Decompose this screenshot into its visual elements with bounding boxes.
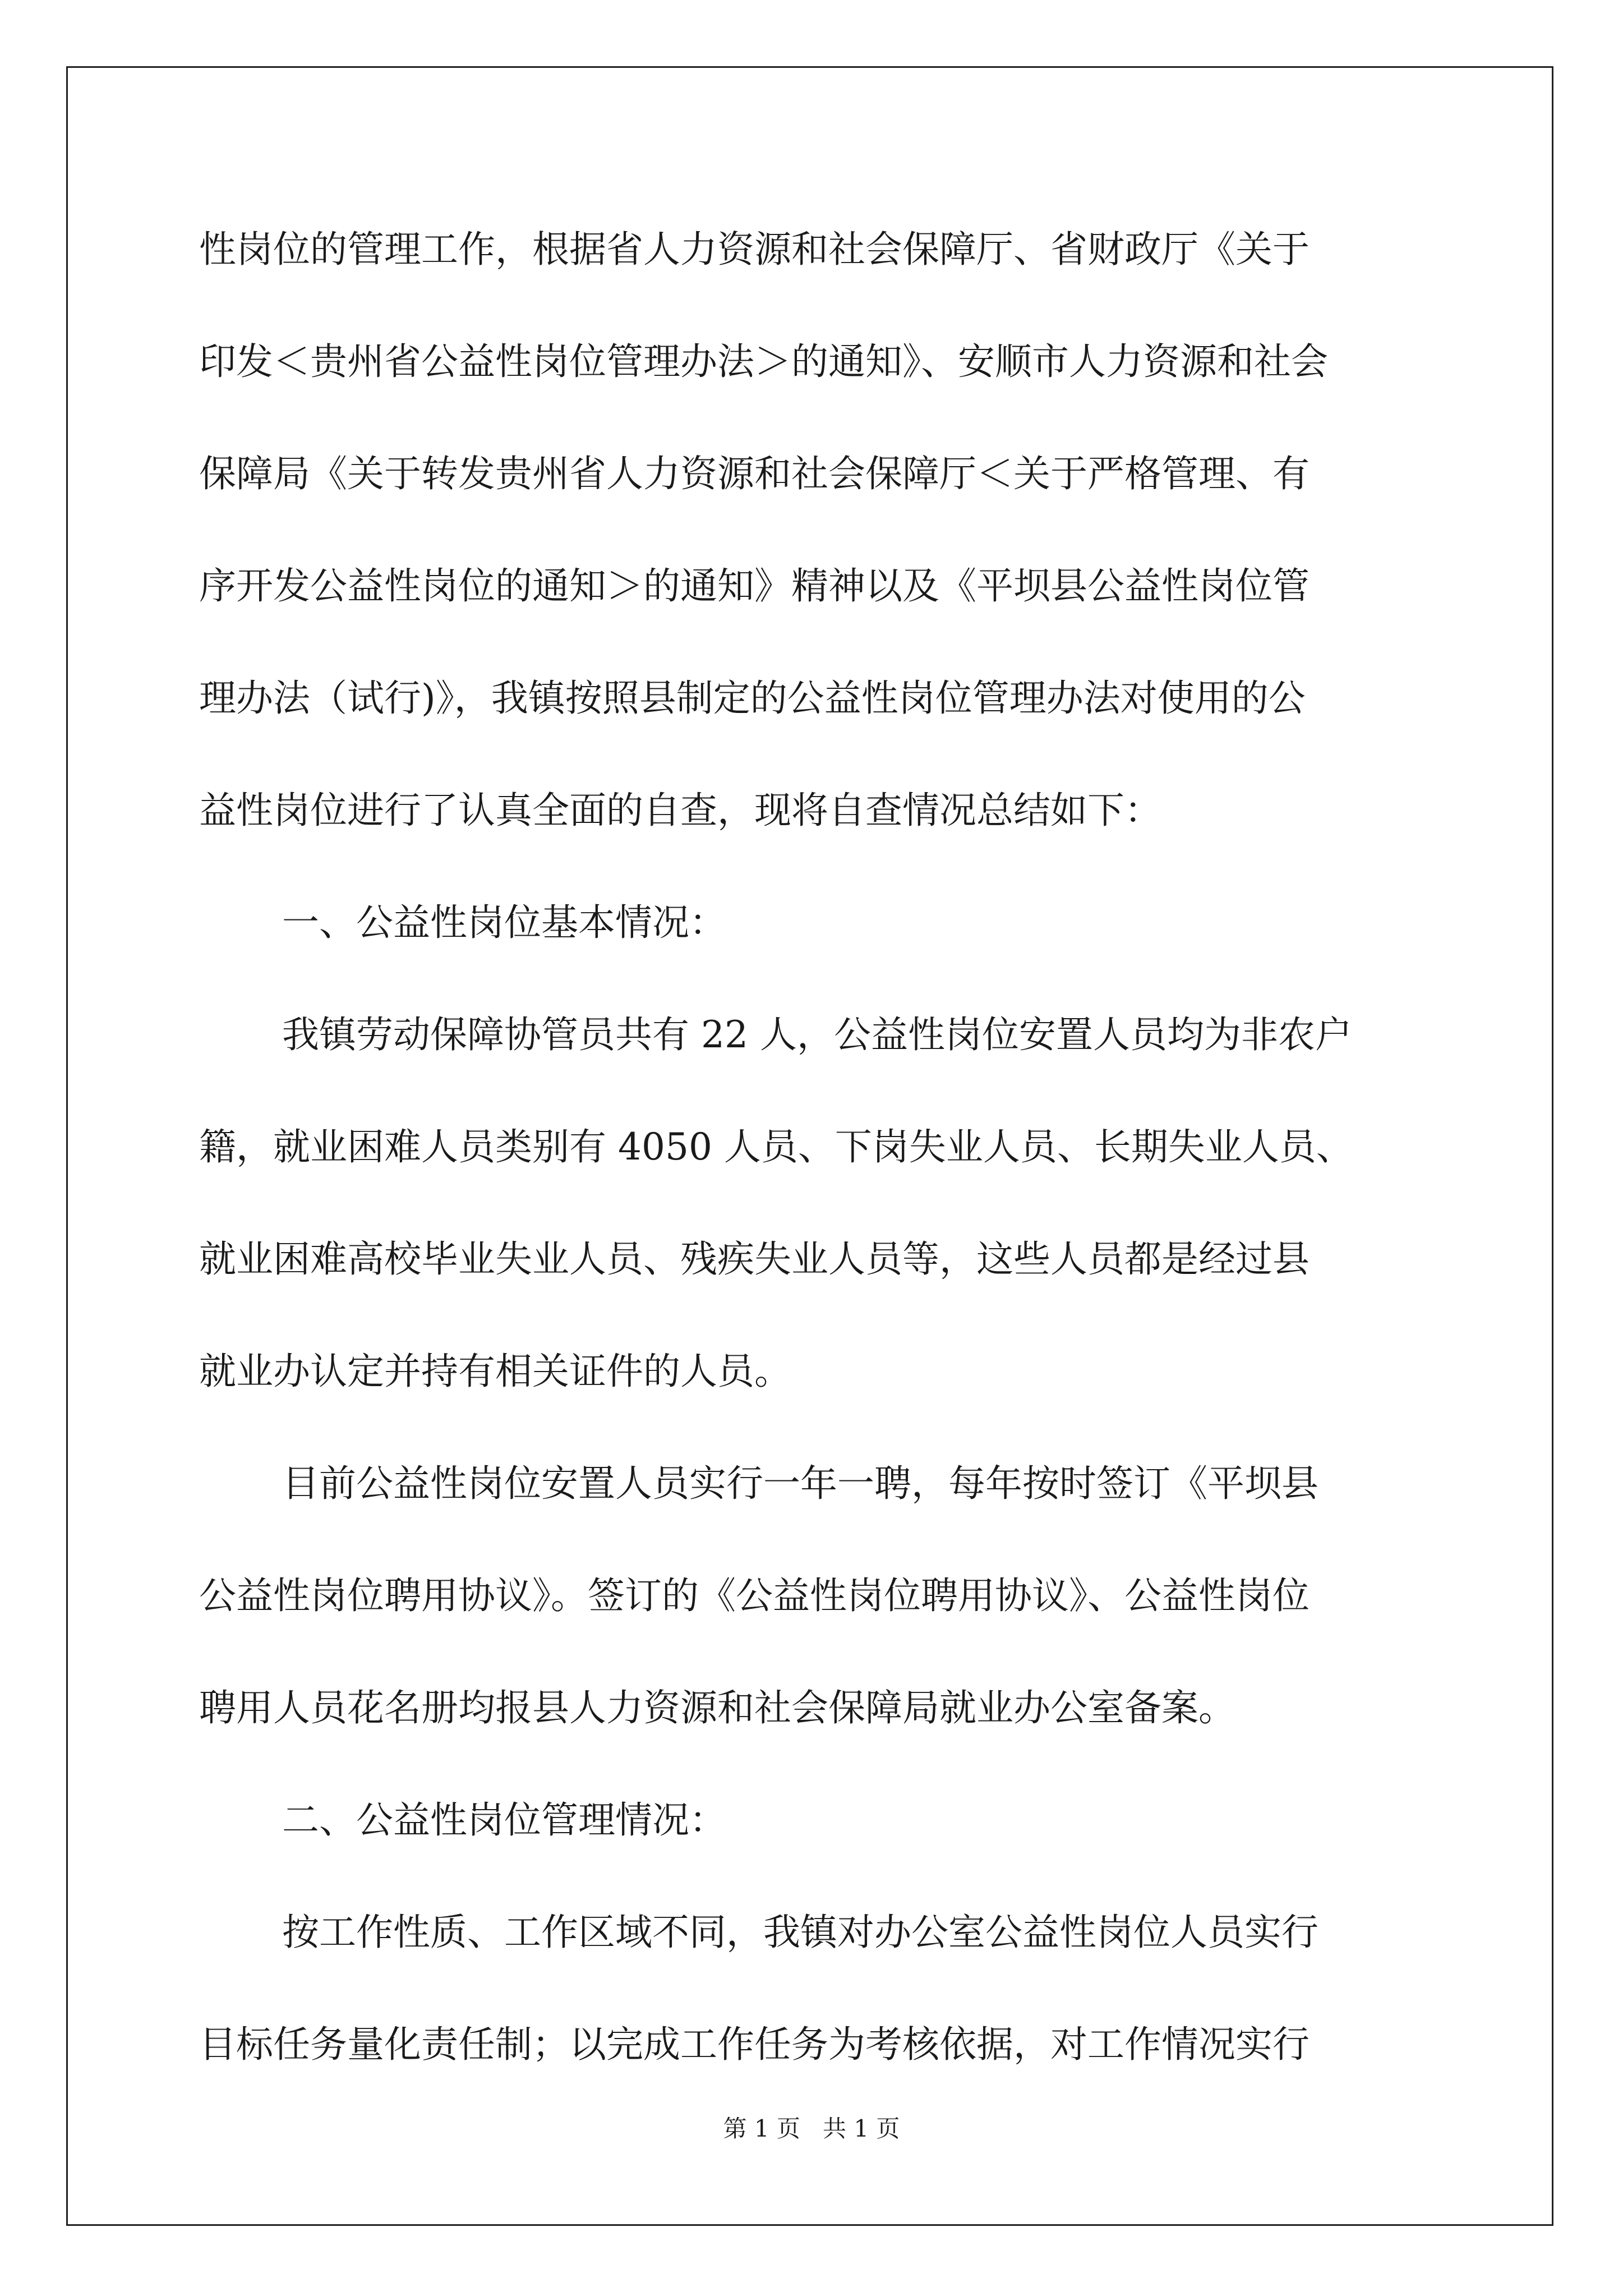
section-heading: 二、公益性岗位管理情况： <box>282 1798 726 1842</box>
paragraph-start: 我镇劳动保障协管员共有 22 人，公益性岗位安置人员均为非农户 <box>282 1013 1352 1056</box>
text-line: 籍，就业困难人员类别有 4050 人员、下岗失业人员、长期失业人员、 <box>199 1125 1353 1168</box>
text-line: 目标任务量化责任制；以完成工作任务为考核依据，对工作情况实行 <box>199 2023 1310 2066</box>
section-heading: 一、公益性岗位基本情况： <box>282 901 726 944</box>
text-line: 印发＜贵州省公益性岗位管理办法＞的通知》、安顺市人力资源和社会 <box>199 340 1328 383</box>
page-number-current: 第 1 页 <box>723 2115 800 2142</box>
text-line: 性岗位的管理工作，根据省人力资源和社会保障厅、省财政厅《关于 <box>199 228 1310 271</box>
document-body <box>199 194 1424 2101</box>
text-line: 序开发公益性岗位的通知＞的通知》精神以及《平坝县公益性岗位管 <box>199 564 1310 608</box>
text-line: 就业困难高校毕业失业人员、残疾失业人员等，这些人员都是经过县 <box>199 1237 1310 1281</box>
text-line: 保障局《关于转发贵州省人力资源和社会保障厅＜关于严格管理、有 <box>199 452 1310 495</box>
paragraph-start: 目前公益性岗位安置人员实行一年一聘，每年按时签订《平坝县 <box>282 1462 1318 1505</box>
paragraph-start: 按工作性质、工作区域不同，我镇对办公室公益性岗位人员实行 <box>282 1911 1318 1954</box>
text-line: 就业办认定并持有相关证件的人员。 <box>199 1350 791 1393</box>
page-number-total: 共 1 页 <box>823 2115 900 2142</box>
text-line: 理办法（试行)》，我镇按照县制定的公益性岗位管理办法对使用的公 <box>199 677 1306 720</box>
text-line: 益性岗位进行了认真全面的自查，现将自查情况总结如下： <box>199 789 1161 832</box>
text-line: 聘用人员花名册均报县人力资源和社会保障局就业办公室备案。 <box>199 1686 1235 1729</box>
page-footer <box>0 2110 1623 2144</box>
text-line: 公益性岗位聘用协议》。签订的《公益性岗位聘用协议》、公益性岗位 <box>199 1574 1310 1617</box>
